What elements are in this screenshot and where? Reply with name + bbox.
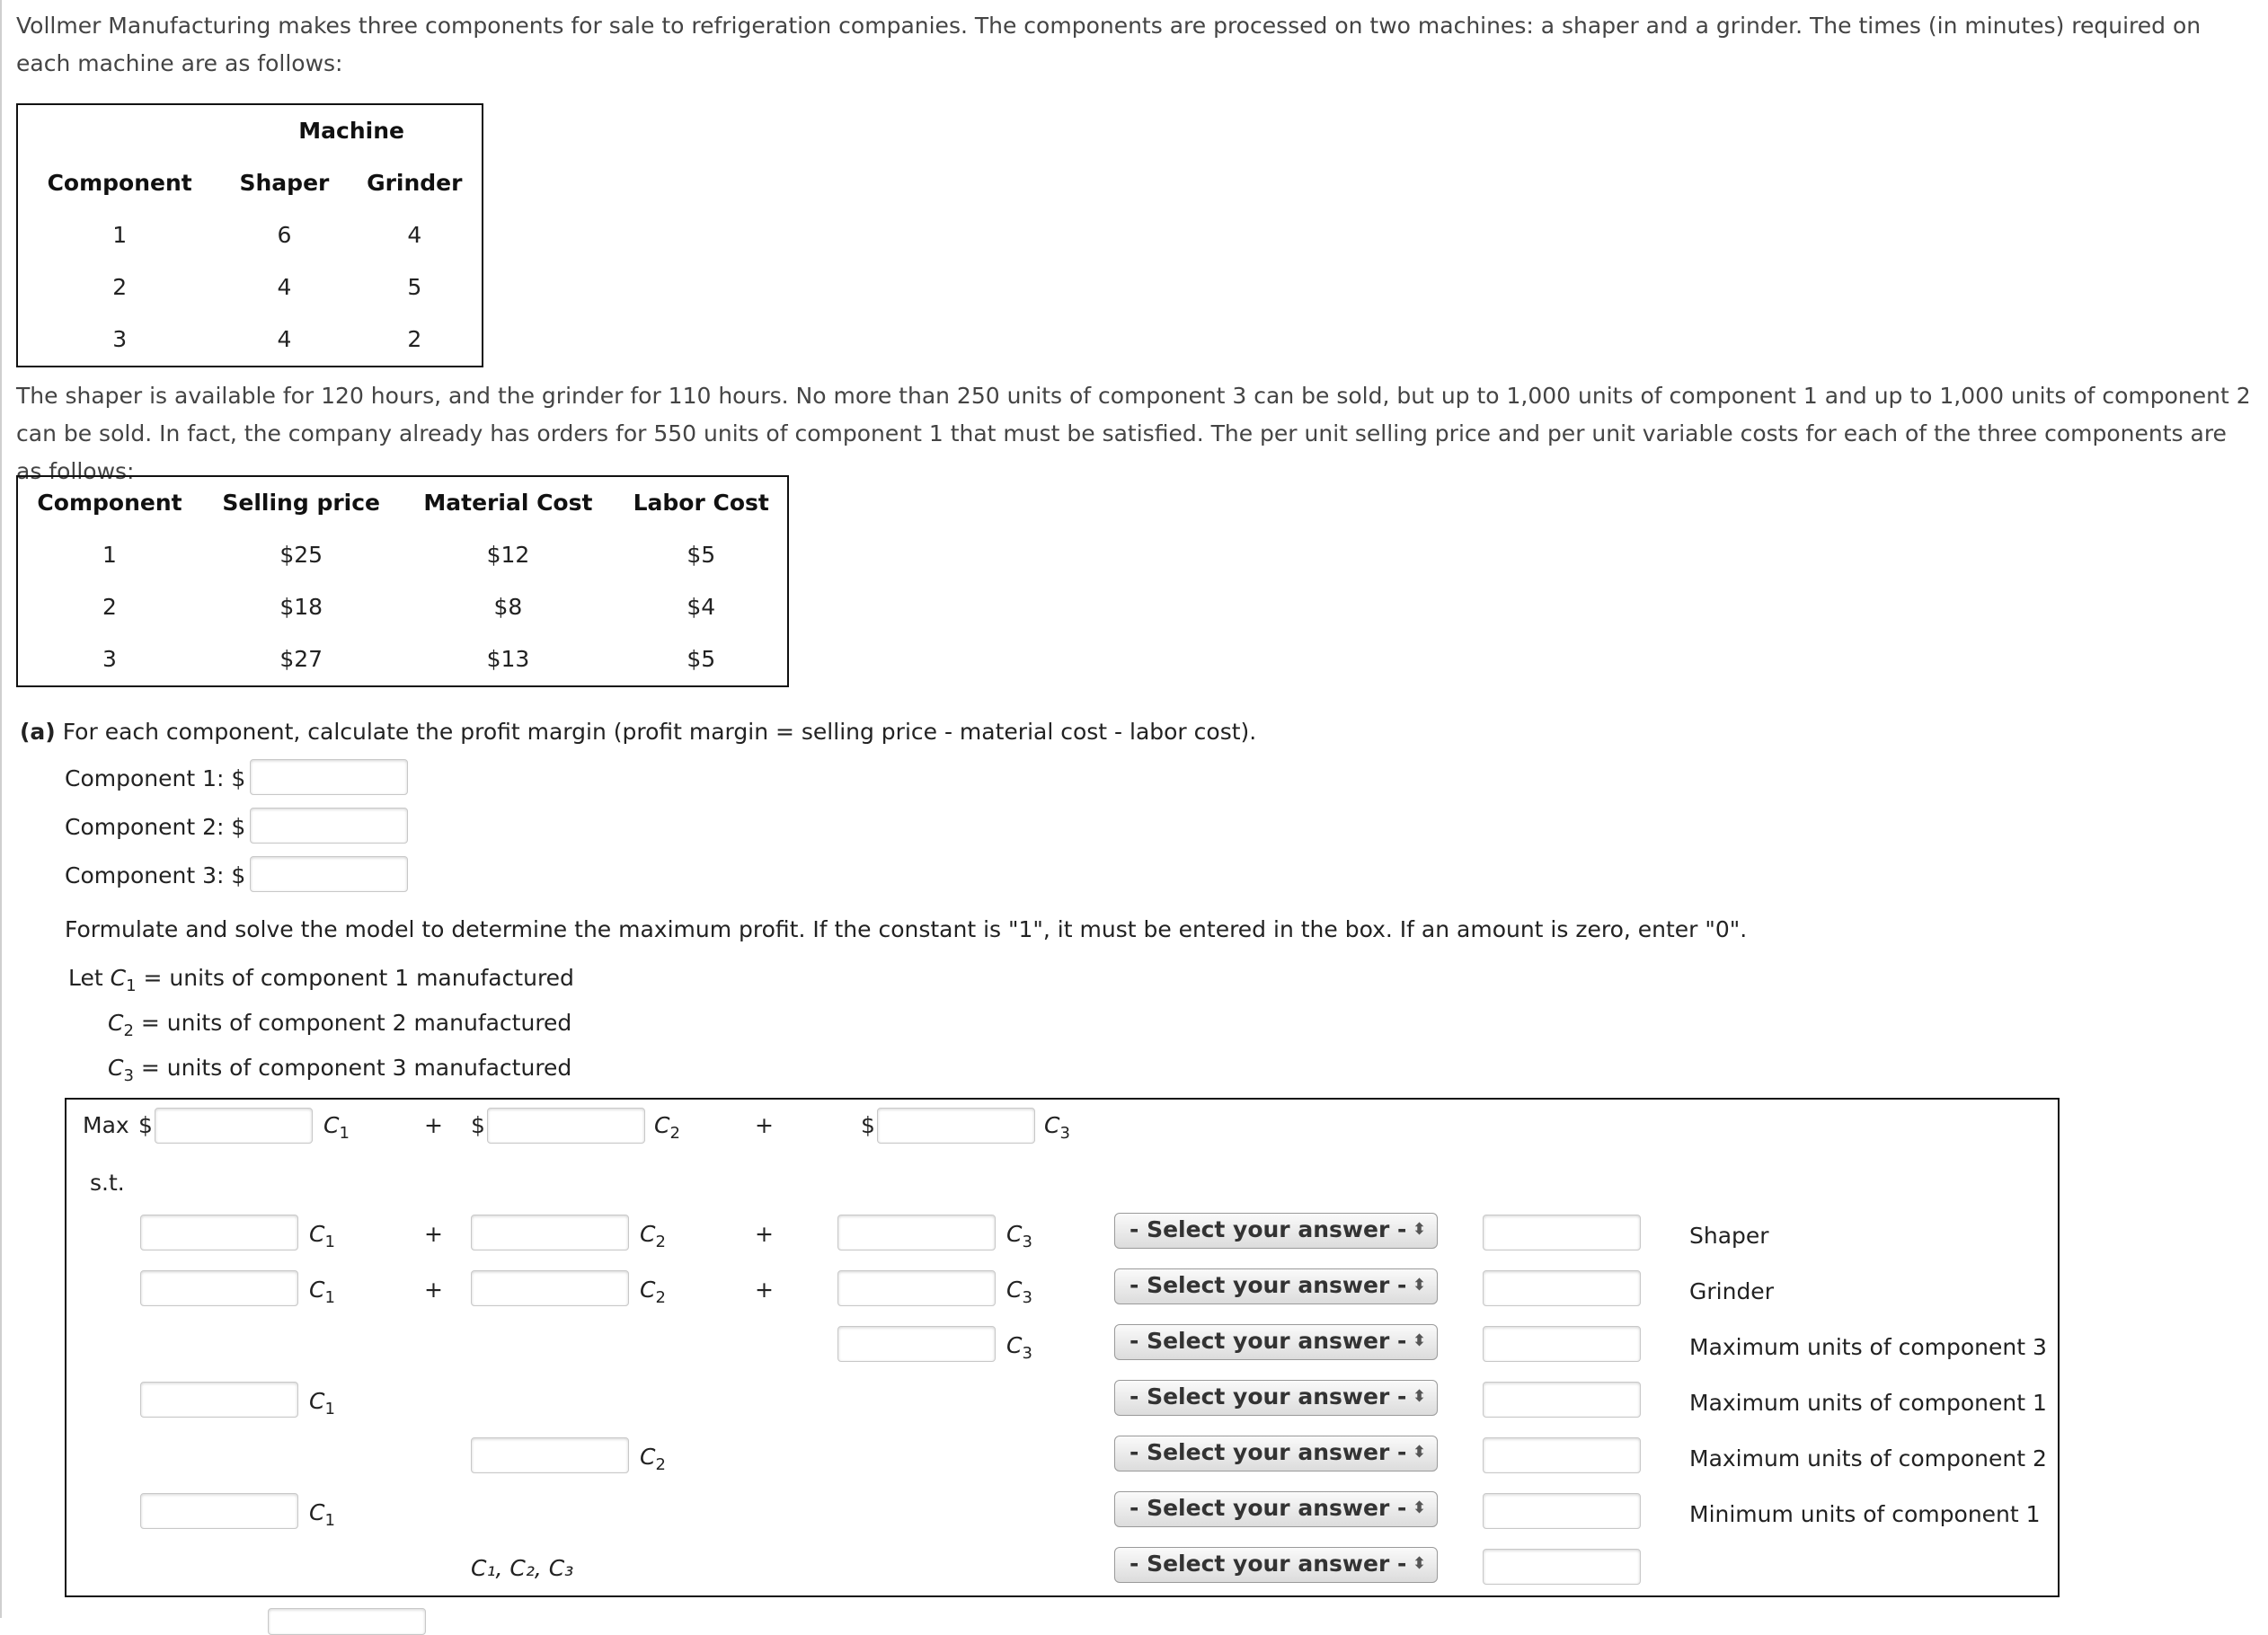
var-c2: $C_2$ [654, 1112, 680, 1143]
select-arrows-icon: ⬍ [1412, 1443, 1426, 1462]
machine-times-table [16, 103, 483, 367]
select-arrows-icon: ⬍ [1412, 1276, 1426, 1295]
var-c3: $C_3$ [1006, 1277, 1032, 1307]
component-1-margin-input[interactable] [250, 759, 408, 795]
grinder-c3-coef-input[interactable] [837, 1270, 996, 1306]
grinder-rhs-input[interactable] [1483, 1270, 1641, 1306]
max-c2-relation-select[interactable]: - Select your answer - ⬍ [1114, 1436, 1438, 1472]
machine-group-header: Machine [298, 118, 404, 144]
plus-sign: + [755, 1221, 774, 1247]
grinder-c2-coef-input[interactable] [471, 1270, 629, 1306]
nonnegativity-relation-select[interactable]: - Select your answer - ⬍ [1114, 1547, 1438, 1583]
nonnegativity-vars: C₁, C₂, C₃ [471, 1555, 574, 1581]
profit-answer-input[interactable] [268, 1608, 426, 1635]
nonnegativity-rhs-input[interactable] [1483, 1549, 1641, 1585]
var-c3: $C_3$ [1044, 1112, 1070, 1143]
min-c1-relation-select[interactable]: - Select your answer - ⬍ [1114, 1491, 1438, 1527]
price-cost-table [16, 475, 789, 687]
min-c1-rhs-input[interactable] [1483, 1493, 1641, 1529]
dollar-sign: $ [138, 1112, 153, 1138]
component-1-label: Component 1: $ [65, 765, 246, 791]
component-2-margin-input[interactable] [250, 808, 408, 844]
min-c1-label: Minimum units of component 1 [1689, 1501, 2041, 1527]
st-label: s.t. [90, 1170, 125, 1196]
max-c1-rhs-input[interactable] [1483, 1382, 1641, 1418]
shaper-c1-coef-input[interactable] [140, 1215, 298, 1251]
var-c2: $C_2$ [108, 1010, 134, 1040]
objective-c3-coef-input[interactable] [877, 1108, 1035, 1144]
select-arrows-icon: ⬍ [1412, 1387, 1426, 1406]
var-c1: $C_1$ [309, 1388, 335, 1418]
max-c1-coef-input[interactable] [140, 1382, 298, 1418]
dollar-sign: $ [471, 1112, 485, 1138]
shaper-c2-coef-input[interactable] [471, 1215, 629, 1251]
max-label: Max [83, 1112, 129, 1138]
var-c1: $C_1$ [309, 1221, 335, 1251]
grinder-relation-select[interactable]: - Select your answer - ⬍ [1114, 1268, 1438, 1304]
part-a-text: For each component, calculate the profit margin (profit margin = selling price - material cost - labor cost). [62, 719, 1257, 745]
table-row: 2 $18 $8 $4 [102, 594, 716, 620]
var-c2: $C_2$ [640, 1221, 666, 1251]
definition-c3: $C_3$ = units of component 3 manufactured [108, 1055, 572, 1085]
shaper-c3-coef-input[interactable] [837, 1215, 996, 1251]
var-c3: $C_3$ [1006, 1221, 1032, 1251]
plus-sign: + [424, 1112, 443, 1138]
grinder-c1-coef-input[interactable] [140, 1270, 298, 1306]
shaper-rhs-input[interactable] [1483, 1215, 1641, 1251]
table-row: 1 6 4 [112, 222, 422, 248]
max-c2-rhs-input[interactable] [1483, 1437, 1641, 1473]
col-header: Labor Cost [633, 490, 769, 516]
objective-c1-coef-input[interactable] [155, 1108, 313, 1144]
page-left-border [0, 0, 2, 1618]
table-row: 3 4 2 [112, 326, 422, 352]
var-c1: $C_1$ [309, 1277, 335, 1307]
component-2-label: Component 2: $ [65, 814, 246, 840]
var-c1: $C_1$ [323, 1112, 350, 1143]
max-c3-label: Maximum units of component 3 [1689, 1334, 2047, 1360]
formulate-instructions: Formulate and solve the model to determine the maximum profit. If the constant is "1", it must be entered in the box. If an amount is zero, enter "0". [65, 916, 1748, 942]
shaper-label: Shaper [1689, 1223, 1769, 1249]
col-header: Component [47, 170, 192, 196]
col-header: Material Cost [423, 490, 593, 516]
part-a-prompt [20, 714, 1256, 750]
max-c3-coef-input[interactable] [837, 1326, 996, 1362]
plus-sign: + [424, 1277, 443, 1303]
definition-c1: Let $C_1$ = units of component 1 manufactured [68, 965, 574, 995]
definition-c2: $C_2$ = units of component 2 manufactured [108, 1010, 572, 1040]
table-row: 2 4 5 [112, 274, 422, 300]
max-c3-rhs-input[interactable] [1483, 1326, 1641, 1362]
select-arrows-icon: ⬍ [1412, 1554, 1426, 1573]
objective-c2-coef-input[interactable] [487, 1108, 645, 1144]
intro-paragraph: Vollmer Manufacturing makes three components for sale to refrigeration companies. The components are processed on two machines: a shaper and a grinder. The times (in minutes) required on each machine are as follows: [16, 13, 2202, 76]
table-row: 3 $27 $13 $5 [102, 646, 716, 672]
col-header: Component [37, 490, 182, 516]
var-c1: $C_1$ [309, 1499, 335, 1530]
var-c3: $C_3$ [1006, 1332, 1032, 1363]
max-c1-label: Maximum units of component 1 [1689, 1390, 2047, 1416]
plus-sign: + [755, 1112, 774, 1138]
plus-sign: + [755, 1277, 774, 1303]
grinder-label: Grinder [1689, 1278, 1774, 1304]
var-c2: $C_2$ [640, 1444, 666, 1474]
var-c2: $C_2$ [640, 1277, 666, 1307]
part-a-label: (a) [20, 719, 56, 745]
col-header: Shaper [239, 170, 330, 196]
component-3-margin-input[interactable] [250, 856, 408, 892]
select-arrows-icon: ⬍ [1412, 1331, 1426, 1350]
select-arrows-icon: ⬍ [1412, 1220, 1426, 1239]
constraints-paragraph: The shaper is available for 120 hours, and the grinder for 110 hours. No more than 250 units of component 3 can be sold, but up to 1,000 units of component 1 and up to 1,000 units of component 2 can be sold. In fact, the company already has orders for 550 units of component 1 that must be satisfied. The per unit selling price and per unit variable costs for each of the three components are as follows: [16, 383, 2251, 484]
col-header: Selling price [222, 490, 381, 516]
max-c1-relation-select[interactable]: - Select your answer - ⬍ [1114, 1380, 1438, 1416]
component-3-label: Component 3: $ [65, 862, 246, 888]
max-c2-label: Maximum units of component 2 [1689, 1445, 2047, 1472]
var-c3: $C_3$ [108, 1055, 134, 1085]
plus-sign: + [424, 1221, 443, 1247]
dollar-sign: $ [861, 1112, 875, 1138]
table-row: 1 $25 $12 $5 [102, 542, 716, 568]
col-header: Grinder [367, 170, 463, 196]
select-arrows-icon: ⬍ [1412, 1498, 1426, 1517]
shaper-relation-select[interactable]: - Select your answer - ⬍ [1114, 1213, 1438, 1249]
var-c1: $C_1$ [110, 965, 137, 995]
max-c2-coef-input[interactable] [471, 1437, 629, 1473]
min-c1-coef-input[interactable] [140, 1493, 298, 1529]
max-c3-relation-select[interactable]: - Select your answer - ⬍ [1114, 1324, 1438, 1360]
